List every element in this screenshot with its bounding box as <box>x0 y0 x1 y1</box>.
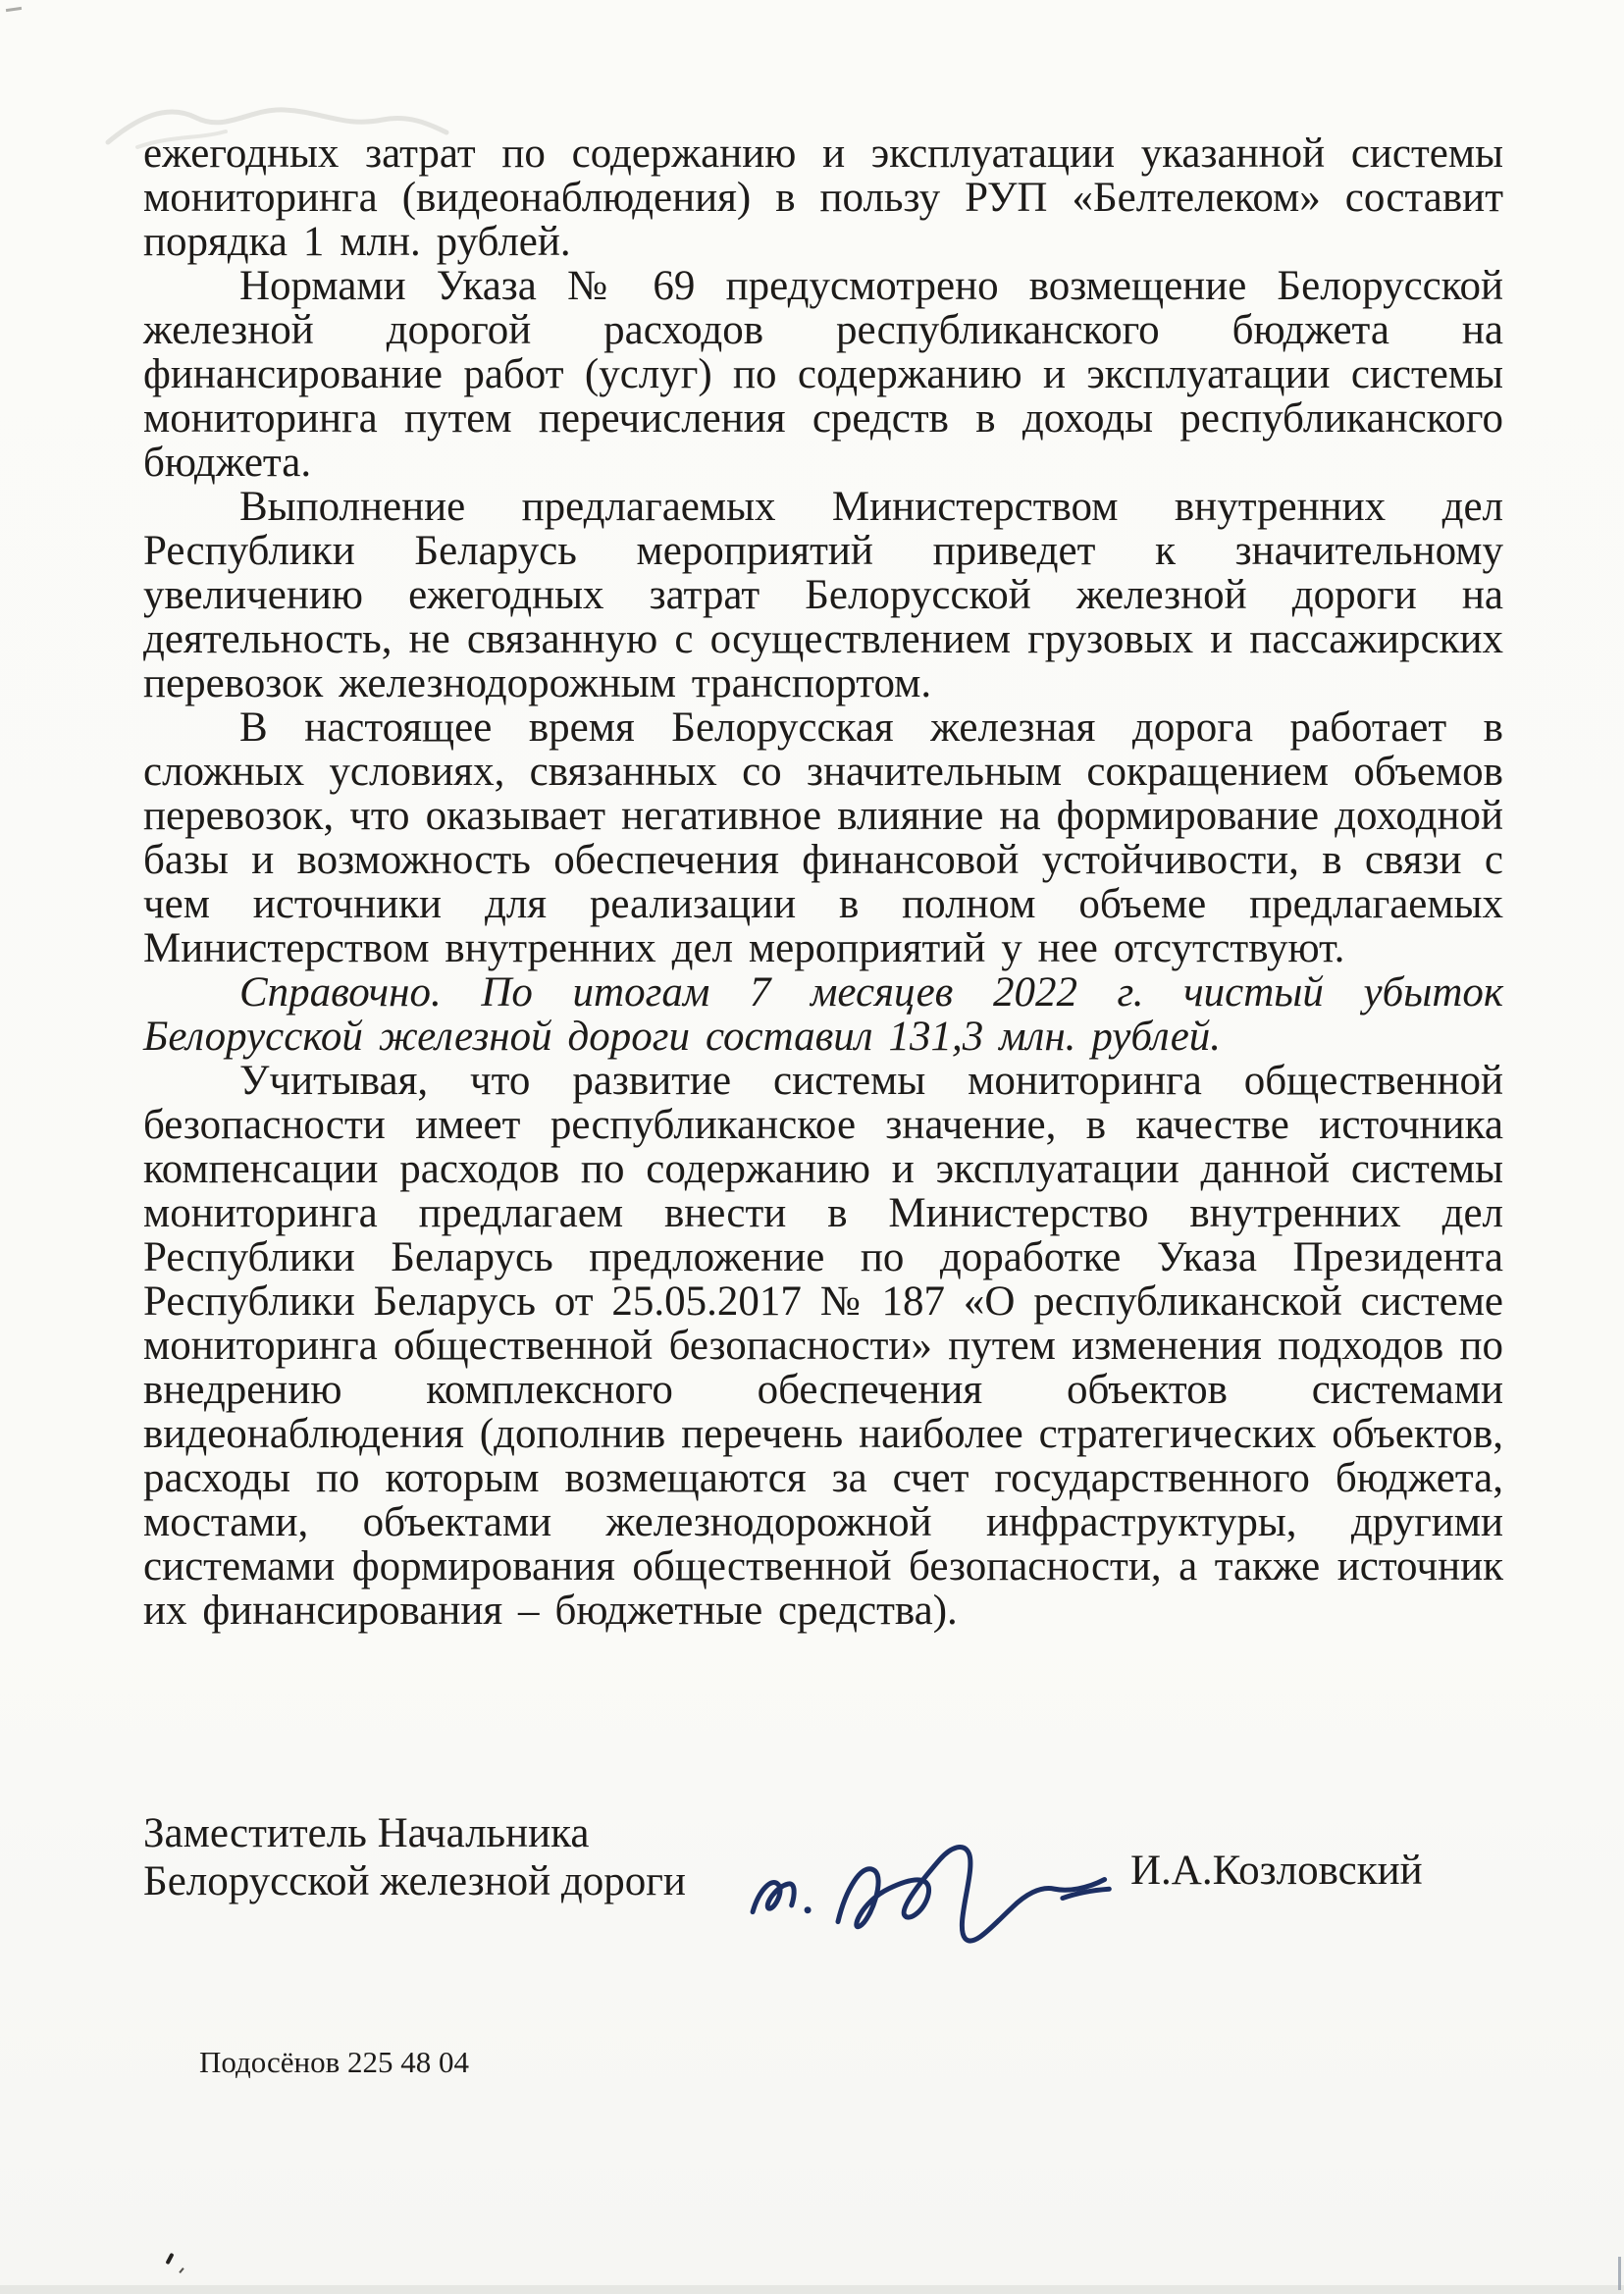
paragraph-ukaz-69: Нормами Указа № 69 предусмотрено возмещение Белорусской железной дорогой расходов республиканского бюджета на финансирование работ (услуг) по содержанию и эксплуатации системы мониторинга путем перечисления средств в доходы республиканского бюджета. <box>143 263 1503 486</box>
executor-contact: Подосёнов 225 48 04 <box>199 2045 470 2079</box>
signer-position <box>143 1809 686 1905</box>
signer-name: И.А.Козловский <box>1130 1848 1423 1894</box>
scan-edge-strip <box>0 2285 1624 2294</box>
signer-position-line2: Белорусской железной дороги <box>143 1858 686 1904</box>
handwritten-signature <box>738 1817 1121 1964</box>
paragraph-spravochno: Справочно. По итогам 7 месяцев 2022 г. чистый убыток Белорусской железной дороги составил 131,3 млн. рублей. <box>143 969 1503 1060</box>
scan-edge-mark <box>1618 2257 1621 2290</box>
ink-speck <box>179 2268 183 2273</box>
paragraph-nastoyashchee-vremya: В настоящее время Белорусская железная дорога работает в сложных условиях, связанных со значительным сокращением объемов перевозок, что оказывает негативное влияние на формирование доходной базы и возможность обеспечения финансовой устойчивости, в связи с чем источники для реализации в полном объеме предлагаемых Министерством внутренних дел мероприятий у нее отсутствуют. <box>143 704 1503 971</box>
ink-speck <box>165 2253 174 2265</box>
scan-corner-speck <box>6 7 22 12</box>
paragraph-uchityvaya: Учитывая, что развитие системы мониторинга общественной безопасности имеет республиканское значение, в качестве источника компенсации расходов по содержанию и эксплуатации данной системы мониторинга предлагаем внести в Министерство внутренних дел Республики Беларусь предложение по доработке Указа Президента Республики Беларусь от 25.05.2017 № 187 «О республиканской системе мониторинга общественной безопасности» путем изменения подходов по внедрению комплексного обеспечения объектов системами видеонаблюдения (дополнив перечень наиболее стратегических объектов, расходы по которым возмещаются за счет государственного бюджета, мостами, объектами железнодорожной инфраструктуры, другими системами формирования общественной безопасности, а также источник их финансирования – бюджетные средства). <box>143 1058 1503 1634</box>
letter-body <box>143 131 1503 1633</box>
paragraph-vypolnenie: Выполнение предлагаемых Министерством внутренних дел Республики Беларусь мероприятий приведет к значительному увеличению ежегодных затрат Белорусской железной дороги на деятельность, не связанную с осуществлением грузовых и пассажирских перевозок железнодорожным транспортом. <box>143 484 1503 706</box>
signer-position-line1: Заместитель Начальника <box>143 1810 590 1856</box>
paragraph-continuation: ежегодных затрат по содержанию и эксплуатации указанной системы мониторинга (видеонаблюдения) в пользу РУП «Белтелеком» составит порядка 1 млн. рублей. <box>143 130 1503 265</box>
